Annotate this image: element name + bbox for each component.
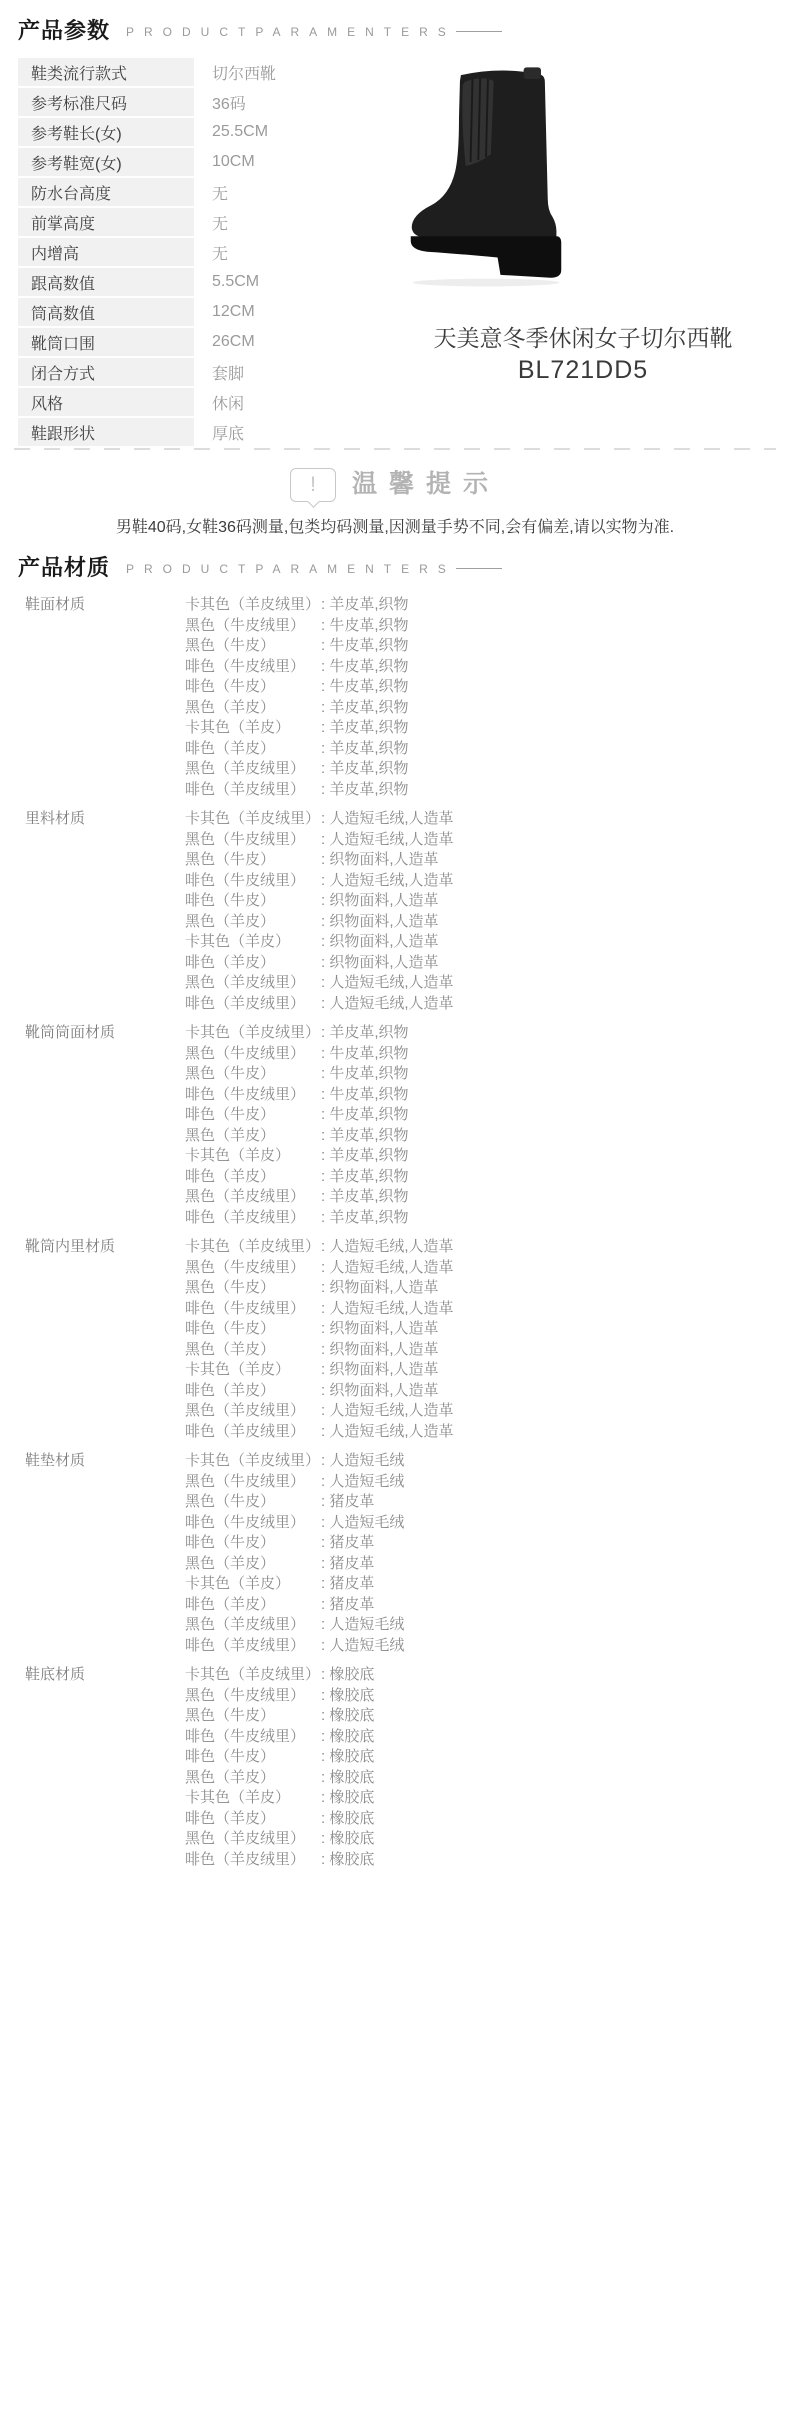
- params-area: [0, 46, 790, 448]
- variant-name: 黑色（羊皮）: [185, 1126, 276, 1144]
- material-row: [185, 973, 790, 994]
- variant-name: 卡其色（羊皮）: [185, 1361, 291, 1378]
- variant-name: 卡其色（羊皮）: [185, 719, 291, 736]
- material-group-label: 鞋垫材质: [25, 1452, 86, 1469]
- variant-name: 啡色（羊皮）: [185, 1595, 276, 1613]
- variant-name: 啡色（牛皮）: [185, 1534, 276, 1551]
- exclamation-bubble-icon: [290, 468, 336, 502]
- material-value: : 羊皮革,织物: [321, 1146, 409, 1167]
- material-row: [185, 1381, 790, 1402]
- tips-text: 男鞋40码,女鞋36码测量,包类均码测量,因测量手势不同,会有偏差,请以实物为准.: [115, 519, 675, 536]
- material-entries: [185, 1665, 790, 1870]
- variant-name: 啡色（牛皮绒里）: [185, 871, 306, 889]
- variant-name: 黑色（牛皮绒里）: [185, 1472, 306, 1490]
- param-value: 26CM: [212, 333, 255, 350]
- material-row: [185, 809, 790, 830]
- material-value: : 羊皮革,织物: [321, 1023, 409, 1044]
- variant-name: 卡其色（羊皮绒里）: [185, 1238, 321, 1255]
- variant-name: 卡其色（羊皮）: [185, 1575, 291, 1592]
- variant-name: 啡色（羊皮绒里）: [185, 1636, 306, 1654]
- param-row: [18, 88, 390, 116]
- material-value: : 羊皮革,织物: [321, 1208, 409, 1229]
- material-value: : 牛皮革,织物: [321, 657, 409, 678]
- variant-name: 黑色（羊皮）: [185, 1340, 276, 1358]
- material-entries: [185, 1451, 790, 1656]
- material-row: [185, 1747, 790, 1768]
- material-row: [185, 1809, 790, 1830]
- variant-name: 黑色（羊皮绒里）: [185, 1402, 306, 1419]
- product-preview: [390, 58, 790, 448]
- material-value: : 人造短毛绒,人造革: [321, 1258, 454, 1279]
- material-value: : 羊皮革,织物: [321, 1187, 409, 1208]
- material-row: [185, 1665, 790, 1686]
- material-value: : 牛皮革,织物: [321, 1064, 409, 1085]
- material-group-label: 靴筒筒面材质: [25, 1024, 116, 1041]
- material-value: : 人造短毛绒,人造革: [321, 830, 454, 851]
- variant-name: 黑色（牛皮）: [185, 851, 276, 868]
- product-name: 天美意冬季休闲女子切尔西靴: [433, 325, 733, 351]
- variant-name: 卡其色（羊皮绒里）: [185, 810, 321, 827]
- material-group: [0, 595, 790, 800]
- material-value: : 人造短毛绒,人造革: [321, 1237, 454, 1258]
- material-value: : 羊皮革,织物: [321, 739, 409, 760]
- header-rule: [456, 568, 502, 569]
- variant-name: 啡色（牛皮绒里）: [185, 1727, 306, 1745]
- material-value: : 人造短毛绒: [321, 1636, 404, 1657]
- material-row: [185, 1422, 790, 1443]
- material-value: : 织物面料,人造革: [321, 1381, 439, 1402]
- variant-name: 啡色（牛皮）: [185, 1748, 276, 1765]
- material-row: [185, 595, 790, 616]
- material-value: : 羊皮革,织物: [321, 698, 409, 719]
- variant-name: 啡色（羊皮）: [185, 953, 276, 971]
- material-row: [185, 1044, 790, 1065]
- material-value: : 橡胶底: [321, 1686, 374, 1707]
- material-row: [185, 1105, 790, 1126]
- variant-name: 啡色（牛皮）: [185, 1320, 276, 1337]
- variant-name: 卡其色（羊皮绒里）: [185, 596, 321, 613]
- variant-name: 黑色（羊皮）: [185, 1768, 276, 1786]
- tips-block: [0, 464, 790, 537]
- material-value: : 橡胶底: [321, 1829, 374, 1850]
- variant-name: 黑色（牛皮）: [185, 1707, 276, 1724]
- material-entries: [185, 1023, 790, 1228]
- material-value: : 织物面料,人造革: [321, 1319, 439, 1340]
- variant-name: 黑色（羊皮）: [185, 1554, 276, 1572]
- variant-name: 黑色（牛皮绒里）: [185, 1258, 306, 1276]
- material-group: [0, 1665, 790, 1870]
- variant-name: 黑色（牛皮绒里）: [185, 616, 306, 634]
- material-row: [185, 616, 790, 637]
- material-row: [185, 1278, 790, 1299]
- param-value: 厚底: [212, 425, 245, 443]
- material-group: [0, 809, 790, 1014]
- param-label: 内增高: [18, 238, 194, 266]
- material-value: : 人造短毛绒,人造革: [321, 1401, 454, 1422]
- material-row: [185, 1554, 790, 1575]
- material-value: : 猪皮革: [321, 1595, 374, 1616]
- params-section-title: 产品参数: [18, 17, 111, 43]
- material-value: : 人造短毛绒,人造革: [321, 973, 454, 994]
- material-group: [0, 1451, 790, 1656]
- variant-name: 黑色（羊皮绒里）: [185, 1188, 306, 1205]
- material-row: [185, 1299, 790, 1320]
- material-value: : 羊皮革,织物: [321, 718, 409, 739]
- material-group-label: 靴筒内里材质: [25, 1238, 116, 1255]
- material-value: : 织物面料,人造革: [321, 932, 439, 953]
- param-row: [18, 148, 390, 176]
- material-value: : 织物面料,人造革: [321, 1278, 439, 1299]
- material-value: : 橡胶底: [321, 1768, 374, 1789]
- variant-name: 啡色（羊皮）: [185, 1381, 276, 1399]
- param-value: 无: [212, 185, 229, 203]
- material-value: : 人造短毛绒,人造革: [321, 871, 454, 892]
- materials-section-subtitle: PRODUCTPARAMENTERS: [126, 561, 456, 576]
- variant-name: 卡其色（羊皮绒里）: [185, 1024, 321, 1041]
- param-value: 10CM: [212, 153, 255, 170]
- material-value: : 羊皮革,织物: [321, 595, 409, 616]
- param-row: [18, 118, 390, 146]
- material-row: [185, 1768, 790, 1789]
- variant-name: 黑色（羊皮绒里）: [185, 1616, 306, 1633]
- materials-section-title: 产品材质: [18, 554, 111, 580]
- material-row: [185, 891, 790, 912]
- param-row: [18, 418, 390, 446]
- product-model: BL721DD5: [517, 356, 649, 384]
- material-value: : 橡胶底: [321, 1706, 374, 1727]
- param-row: [18, 238, 390, 266]
- material-value: : 织物面料,人造革: [321, 1340, 439, 1361]
- material-group: [0, 1237, 790, 1442]
- material-row: [185, 1208, 790, 1229]
- variant-name: 啡色（羊皮绒里）: [185, 780, 306, 798]
- material-row: [185, 1686, 790, 1707]
- material-value: : 橡胶底: [321, 1850, 374, 1871]
- variant-name: 啡色（羊皮）: [185, 1809, 276, 1827]
- variant-name: 啡色（牛皮绒里）: [185, 657, 306, 675]
- variant-name: 黑色（牛皮绒里）: [185, 1686, 306, 1704]
- param-label: 闭合方式: [18, 358, 194, 386]
- param-label: 防水台高度: [18, 178, 194, 206]
- material-row: [185, 1451, 790, 1472]
- material-row: [185, 698, 790, 719]
- param-label: 筒高数值: [18, 298, 194, 326]
- material-value: : 橡胶底: [321, 1727, 374, 1748]
- variant-name: 啡色（牛皮）: [185, 892, 276, 909]
- material-row: [185, 1615, 790, 1636]
- params-section-subtitle: PRODUCTPARAMENTERS: [126, 24, 456, 39]
- param-row: [18, 208, 390, 236]
- material-row: [185, 1360, 790, 1381]
- material-row: [185, 1126, 790, 1147]
- param-label: 参考鞋长(女): [18, 118, 194, 146]
- material-row: [185, 780, 790, 801]
- material-value: : 羊皮革,织物: [321, 780, 409, 801]
- product-image-chelsea-boot: [404, 58, 568, 292]
- variant-name: 卡其色（羊皮）: [185, 1789, 291, 1806]
- material-group: [0, 1023, 790, 1228]
- material-row: [185, 677, 790, 698]
- param-value: 12CM: [212, 303, 255, 320]
- param-row: [18, 328, 390, 356]
- material-value: : 织物面料,人造革: [321, 891, 439, 912]
- variant-name: 黑色（牛皮）: [185, 1493, 276, 1510]
- variant-name: 卡其色（羊皮）: [185, 1147, 291, 1164]
- materials-table: [0, 583, 790, 1870]
- params-section-header: [0, 0, 790, 46]
- dashed-divider: [14, 448, 776, 450]
- variant-name: 卡其色（羊皮绒里）: [185, 1452, 321, 1469]
- variant-name: 啡色（牛皮绒里）: [185, 1299, 306, 1317]
- material-row: [185, 739, 790, 760]
- material-value: : 橡胶底: [321, 1665, 374, 1686]
- variant-name: 啡色（牛皮）: [185, 1106, 276, 1123]
- material-row: [185, 636, 790, 657]
- material-row: [185, 871, 790, 892]
- material-value: : 羊皮革,织物: [321, 1126, 409, 1147]
- material-value: : 人造短毛绒: [321, 1472, 404, 1493]
- material-value: : 牛皮革,织物: [321, 636, 409, 657]
- params-table: [18, 58, 390, 448]
- material-row: [185, 759, 790, 780]
- variant-name: 啡色（牛皮绒里）: [185, 1513, 306, 1531]
- variant-name: 啡色（羊皮绒里）: [185, 1850, 306, 1868]
- material-value: : 猪皮革: [321, 1574, 374, 1595]
- material-value: : 织物面料,人造革: [321, 912, 439, 933]
- variant-name: 啡色（羊皮绒里）: [185, 994, 306, 1012]
- materials-section-header: [0, 537, 790, 583]
- param-value: 5.5CM: [212, 273, 260, 290]
- material-row: [185, 657, 790, 678]
- material-row: [185, 1533, 790, 1554]
- material-row: [185, 953, 790, 974]
- material-row: [185, 1401, 790, 1422]
- variant-name: 黑色（牛皮）: [185, 1279, 276, 1296]
- material-row: [185, 1636, 790, 1657]
- material-row: [185, 1492, 790, 1513]
- param-label: 鞋类流行款式: [18, 58, 194, 86]
- material-row: [185, 1023, 790, 1044]
- param-row: [18, 178, 390, 206]
- material-row: [185, 718, 790, 739]
- material-value: : 猪皮革: [321, 1492, 374, 1513]
- material-entries: [185, 595, 790, 800]
- material-value: : 羊皮革,织物: [321, 1167, 409, 1188]
- param-value: 休闲: [212, 395, 245, 413]
- material-row: [185, 1340, 790, 1361]
- material-row: [185, 932, 790, 953]
- material-row: [185, 1850, 790, 1871]
- material-row: [185, 994, 790, 1015]
- material-row: [185, 1788, 790, 1809]
- material-row: [185, 1064, 790, 1085]
- variant-name: 啡色（牛皮）: [185, 678, 276, 695]
- material-row: [185, 1727, 790, 1748]
- material-entries: [185, 809, 790, 1014]
- exclamation-mark: !: [310, 473, 316, 496]
- param-value: 无: [212, 245, 229, 263]
- material-value: : 猪皮革: [321, 1533, 374, 1554]
- material-value: : 人造短毛绒: [321, 1615, 404, 1636]
- material-row: [185, 1085, 790, 1106]
- material-value: : 人造短毛绒,人造革: [321, 1299, 454, 1320]
- material-row: [185, 1472, 790, 1493]
- material-entries: [185, 1237, 790, 1442]
- material-value: : 橡胶底: [321, 1788, 374, 1809]
- param-value: 无: [212, 215, 229, 233]
- material-value: : 牛皮革,织物: [321, 677, 409, 698]
- material-value: : 猪皮革: [321, 1554, 374, 1575]
- variant-name: 黑色（羊皮绒里）: [185, 760, 306, 777]
- variant-name: 啡色（羊皮绒里）: [185, 1422, 306, 1440]
- material-row: [185, 1258, 790, 1279]
- material-row: [185, 1706, 790, 1727]
- material-value: : 牛皮革,织物: [321, 1105, 409, 1126]
- material-value: : 橡胶底: [321, 1809, 374, 1830]
- param-row: [18, 268, 390, 296]
- variant-name: 黑色（羊皮绒里）: [185, 974, 306, 991]
- param-value: 36码: [212, 95, 246, 113]
- variant-name: 卡其色（羊皮绒里）: [185, 1666, 321, 1683]
- material-value: : 织物面料,人造革: [321, 953, 439, 974]
- param-label: 前掌高度: [18, 208, 194, 236]
- param-label: 鞋跟形状: [18, 418, 194, 446]
- variant-name: 啡色（牛皮绒里）: [185, 1085, 306, 1103]
- material-row: [185, 1187, 790, 1208]
- param-label: 参考标准尺码: [18, 88, 194, 116]
- material-row: [185, 850, 790, 871]
- material-value: : 牛皮革,织物: [321, 1085, 409, 1106]
- material-row: [185, 912, 790, 933]
- material-value: : 人造短毛绒,人造革: [321, 809, 454, 830]
- material-row: [185, 830, 790, 851]
- material-value: : 织物面料,人造革: [321, 1360, 439, 1381]
- tips-header: [0, 464, 790, 506]
- param-row: [18, 58, 390, 86]
- param-label: 参考鞋宽(女): [18, 148, 194, 176]
- variant-name: 黑色（羊皮）: [185, 912, 276, 930]
- material-row: [185, 1595, 790, 1616]
- material-value: : 牛皮革,织物: [321, 1044, 409, 1065]
- material-row: [185, 1829, 790, 1850]
- material-row: [185, 1319, 790, 1340]
- material-value: : 羊皮革,织物: [321, 759, 409, 780]
- material-row: [185, 1574, 790, 1595]
- param-label: 跟高数值: [18, 268, 194, 296]
- param-label: 靴筒口围: [18, 328, 194, 356]
- variant-name: 卡其色（羊皮）: [185, 933, 291, 950]
- variant-name: 黑色（牛皮绒里）: [185, 1044, 306, 1062]
- material-value: : 牛皮革,织物: [321, 616, 409, 637]
- variant-name: 黑色（牛皮绒里）: [185, 830, 306, 848]
- material-row: [185, 1513, 790, 1534]
- param-row: [18, 388, 390, 416]
- material-value: : 人造短毛绒,人造革: [321, 994, 454, 1015]
- param-value: 切尔西靴: [212, 65, 277, 83]
- material-group-label: 鞋面材质: [25, 596, 86, 613]
- param-label: 风格: [18, 388, 194, 416]
- param-row: [18, 358, 390, 386]
- tips-title: 温馨提示: [351, 470, 500, 498]
- material-value: : 人造短毛绒: [321, 1451, 404, 1472]
- variant-name: 黑色（羊皮绒里）: [185, 1830, 306, 1847]
- param-value: 25.5CM: [212, 123, 269, 140]
- variant-name: 啡色（羊皮）: [185, 739, 276, 757]
- param-value: 套脚: [212, 365, 245, 383]
- material-row: [185, 1146, 790, 1167]
- variant-name: 啡色（羊皮）: [185, 1167, 276, 1185]
- header-rule: [456, 31, 502, 32]
- material-value: : 橡胶底: [321, 1747, 374, 1768]
- material-value: : 人造短毛绒,人造革: [321, 1422, 454, 1443]
- param-row: [18, 298, 390, 326]
- variant-name: 黑色（羊皮）: [185, 698, 276, 716]
- material-group-label: 里料材质: [25, 810, 86, 827]
- variant-name: 黑色（牛皮）: [185, 1065, 276, 1082]
- material-value: : 人造短毛绒: [321, 1513, 404, 1534]
- material-value: : 织物面料,人造革: [321, 850, 439, 871]
- variant-name: 啡色（羊皮绒里）: [185, 1208, 306, 1226]
- material-group-label: 鞋底材质: [25, 1666, 86, 1683]
- material-row: [185, 1237, 790, 1258]
- variant-name: 黑色（牛皮）: [185, 637, 276, 654]
- material-row: [185, 1167, 790, 1188]
